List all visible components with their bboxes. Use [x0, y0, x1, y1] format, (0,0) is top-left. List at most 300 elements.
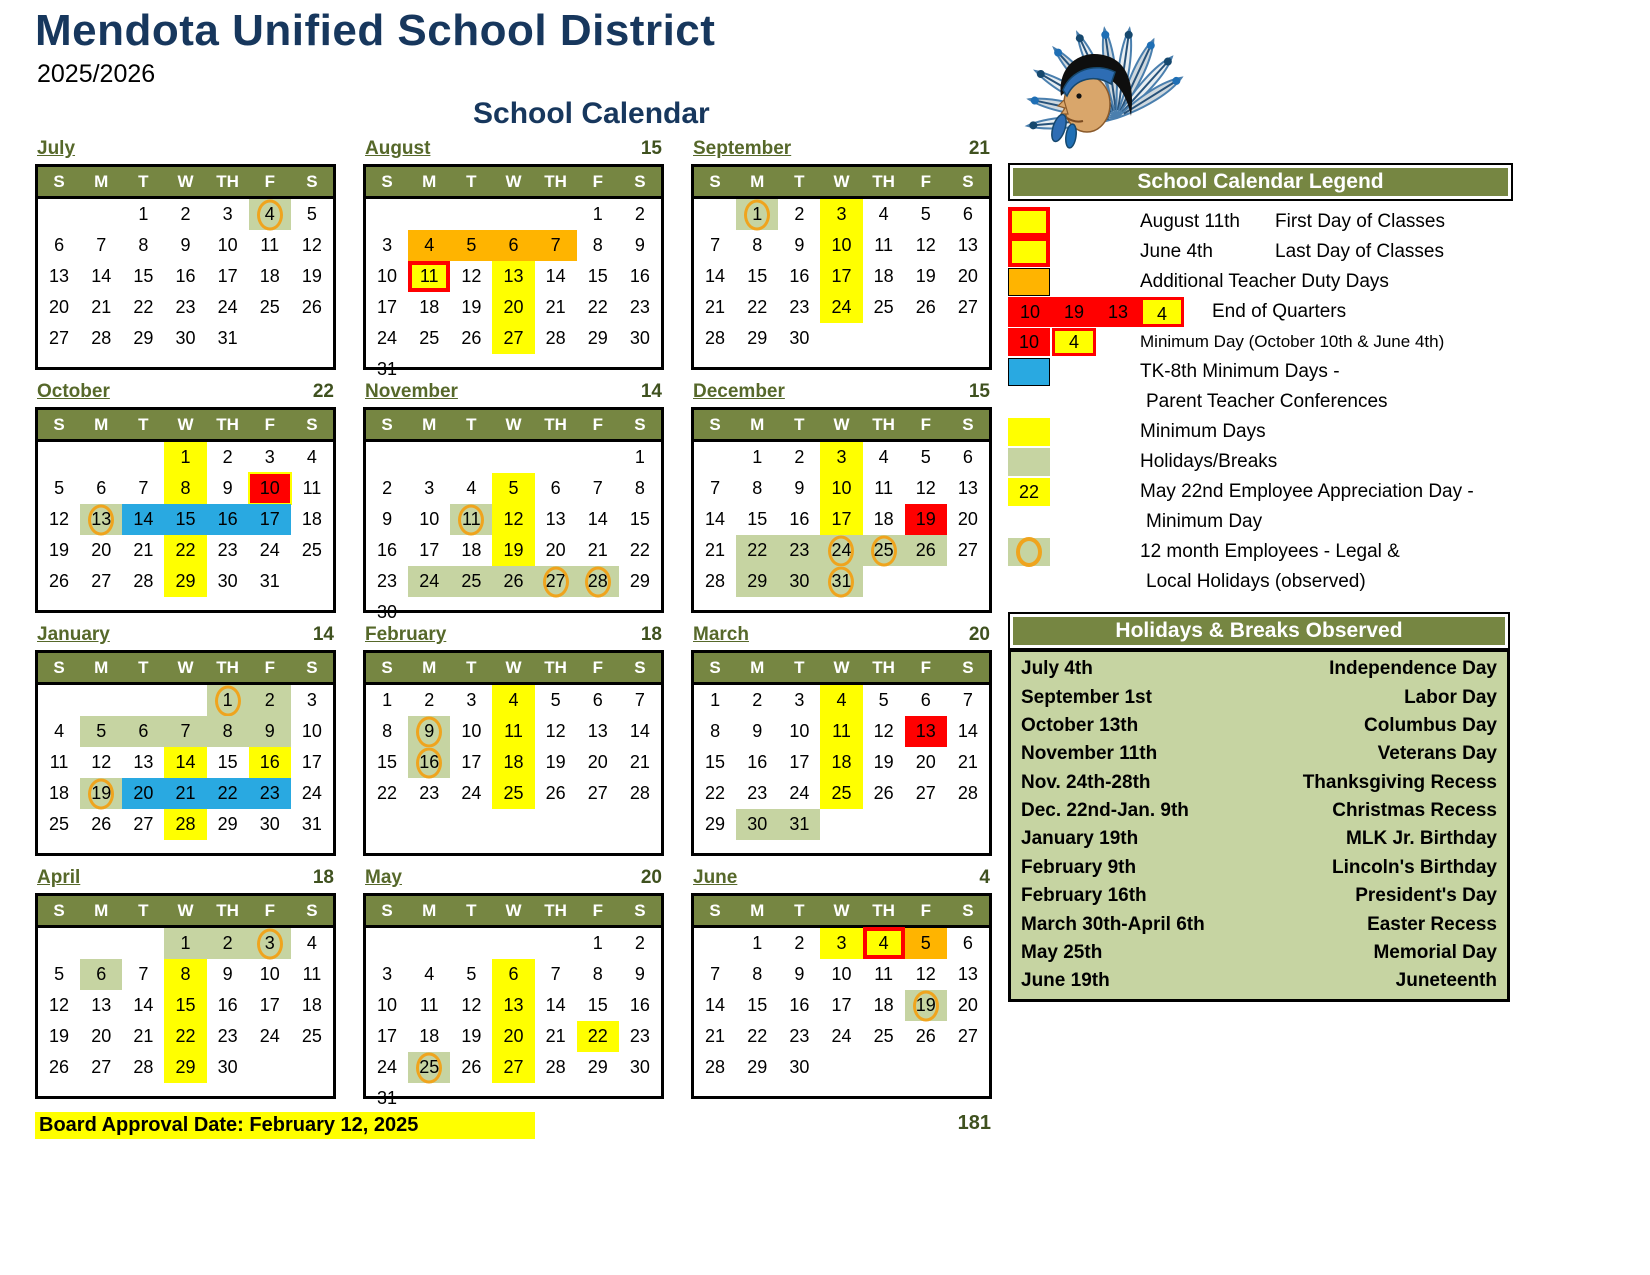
weekday-header-row: [694, 410, 989, 441]
day-cell: 25: [408, 1052, 450, 1083]
week-row: [366, 747, 661, 778]
day-cell: 4: [54, 721, 65, 741]
legend-swatch-wrap: [1008, 568, 1140, 596]
holiday-date: Dec. 22nd-Jan. 9th: [1021, 800, 1189, 822]
day-cell: 12: [545, 721, 566, 741]
day-cell: 20: [587, 752, 608, 772]
weekday-header: S: [619, 653, 661, 684]
holiday-row: [1011, 683, 1507, 711]
day-cell: 28: [705, 328, 726, 348]
day-cell: [408, 1083, 450, 1114]
holiday-date: February 9th: [1021, 856, 1137, 878]
day-cell: 11: [260, 235, 280, 255]
weekday-header: M: [80, 167, 122, 198]
day-cell: 13: [80, 504, 122, 535]
day-cell: 4: [408, 230, 450, 261]
week-row: [694, 323, 989, 354]
day-cell: 25: [820, 778, 862, 809]
day-cell: 29: [629, 571, 650, 591]
day-cell: 28: [577, 566, 619, 597]
day-cell: 13: [545, 509, 566, 529]
day-cell: 17: [377, 1026, 398, 1046]
day-cell: 29: [747, 328, 768, 348]
day-cell: 19: [461, 297, 482, 317]
week-row: [38, 261, 333, 292]
day-cell: 22: [377, 783, 398, 803]
week-row: [38, 504, 333, 535]
day-cell: 8: [710, 721, 721, 741]
weekday-header-row: [694, 167, 989, 198]
day-cell: 18: [259, 266, 280, 286]
day-cell: 20: [957, 995, 978, 1015]
week-row: [694, 535, 989, 566]
weekday-header: T: [450, 167, 492, 198]
month-box: [691, 893, 992, 1099]
day-cell: 5: [80, 716, 122, 747]
month-name: July: [37, 138, 76, 159]
day-cell: [863, 809, 905, 840]
month-table: [38, 896, 333, 1083]
day-cell: 15: [747, 995, 768, 1015]
day-cell: [820, 323, 862, 354]
day-cell: 26: [915, 1026, 936, 1046]
day-cell: 18: [301, 509, 322, 529]
day-cell: 2: [207, 927, 249, 960]
day-cell: [249, 1052, 291, 1083]
day-cell: [366, 198, 408, 231]
day-cell: 30: [259, 814, 280, 834]
day-cell: 9: [222, 478, 233, 498]
weekday-header: W: [492, 896, 534, 927]
day-cell: 2: [180, 204, 191, 224]
day-cell: 31: [217, 328, 238, 348]
day-cell: [122, 441, 164, 474]
day-cell: 28: [705, 571, 726, 591]
weekday-header: W: [164, 167, 206, 198]
holiday-date: January 19th: [1021, 828, 1139, 850]
day-cell: 19: [905, 504, 947, 535]
day-cell: 12: [915, 235, 936, 255]
day-cell: 21: [587, 540, 608, 560]
day-cell: 8: [592, 235, 603, 255]
month-table: [38, 410, 333, 597]
day-cell: [291, 566, 333, 597]
weekday-header-row: [366, 410, 661, 441]
day-cell: 14: [957, 721, 978, 741]
month-box: [35, 650, 336, 856]
month-table: [366, 896, 661, 1114]
day-cell: [535, 354, 577, 385]
day-cell: 5: [54, 478, 65, 498]
day-cell: 27: [957, 540, 978, 560]
day-cell: [80, 684, 122, 717]
day-cell: 6: [492, 230, 534, 261]
day-cell: 16: [747, 752, 768, 772]
day-cell: 22: [747, 1026, 768, 1046]
week-row: [38, 292, 333, 323]
day-cell: [535, 927, 577, 960]
weekday-header: F: [577, 896, 619, 927]
day-cell: 9: [408, 716, 450, 747]
day-cell: 22: [705, 783, 726, 803]
month-box: [363, 164, 664, 379]
day-cell: [291, 323, 333, 354]
weekday-header: S: [38, 653, 80, 684]
month-title: [35, 381, 336, 407]
day-cell: 21: [164, 778, 206, 809]
week-row: [366, 716, 661, 747]
weekday-header: T: [122, 653, 164, 684]
holiday-row: [1011, 882, 1507, 910]
day-cell: 19: [915, 266, 936, 286]
day-cell: 29: [587, 328, 608, 348]
weekday-header: TH: [863, 167, 905, 198]
day-cell: 27: [957, 1026, 978, 1046]
day-cell: 14: [705, 995, 726, 1015]
week-row: [366, 1021, 661, 1052]
day-cell: 21: [133, 1026, 154, 1046]
week-row: [38, 959, 333, 990]
weekday-header-row: [366, 167, 661, 198]
day-cell: 4: [492, 684, 534, 717]
week-row: [694, 230, 989, 261]
day-cell: 13: [587, 721, 608, 741]
day-cell: 19: [80, 778, 122, 809]
day-cell: 25: [492, 778, 534, 809]
employee-appreciation-swatch: 22: [1008, 478, 1050, 506]
day-cell: 16: [789, 509, 810, 529]
weekday-header: M: [736, 653, 778, 684]
day-cell: 7: [535, 230, 577, 261]
legend-text: End of Quarters: [1212, 301, 1347, 322]
day-cell: [408, 354, 450, 385]
day-cell: 6: [592, 690, 603, 710]
week-row: [366, 292, 661, 323]
week-row: [366, 927, 661, 960]
month-day-count: 15: [968, 381, 990, 402]
day-cell: 15: [747, 266, 768, 286]
day-cell: 20: [122, 778, 164, 809]
day-cell: 5: [54, 964, 65, 984]
week-row: [38, 684, 333, 717]
day-cell: 27: [957, 297, 978, 317]
weekday-header: W: [820, 653, 862, 684]
day-cell: 12: [301, 235, 322, 255]
week-row: [694, 990, 989, 1021]
holiday-date: Nov. 24th-28th: [1021, 771, 1151, 793]
legend-swatch-wrap: [1008, 268, 1140, 296]
day-cell: 12: [49, 995, 70, 1015]
day-cell: 6: [920, 690, 931, 710]
day-cell: 22: [164, 535, 206, 566]
week-row: [366, 990, 661, 1021]
circle-ring: [1016, 537, 1042, 567]
day-cell: 15: [587, 995, 608, 1015]
legend-row: [1008, 477, 1513, 507]
day-cell: 14: [705, 266, 726, 286]
holiday-row: [1011, 769, 1507, 797]
week-row: [694, 809, 989, 840]
day-cell: [366, 927, 408, 960]
weekday-header: W: [492, 167, 534, 198]
month-day-count: 21: [968, 138, 990, 159]
day-cell: [863, 1052, 905, 1083]
day-cell: 11: [419, 995, 439, 1015]
month-table: [366, 410, 661, 628]
month-title: [35, 867, 336, 893]
day-cell: 15: [377, 752, 398, 772]
day-cell: 24: [301, 783, 322, 803]
weekday-header: T: [450, 410, 492, 441]
day-cell: 26: [905, 535, 947, 566]
day-cell: 30: [736, 809, 778, 840]
day-cell: [408, 597, 450, 628]
legend-text: Local Holidays (observed): [1146, 571, 1366, 592]
day-cell: 6: [54, 235, 65, 255]
day-cell: 9: [752, 721, 763, 741]
day-cell: 25: [419, 328, 440, 348]
day-cell: 28: [91, 328, 112, 348]
week-row: [38, 747, 333, 778]
weekday-header: F: [249, 653, 291, 684]
weekday-header: M: [408, 167, 450, 198]
legend-header: School Calendar Legend: [1008, 163, 1513, 201]
legend-description: First Day of Classes: [1275, 211, 1445, 232]
day-cell: 6: [96, 478, 107, 498]
day-cell: 7: [550, 964, 561, 984]
holidays-body: [1008, 650, 1510, 1002]
day-cell: 17: [217, 266, 238, 286]
weekday-header: W: [820, 167, 862, 198]
weekday-header: TH: [863, 653, 905, 684]
day-cell: 2: [424, 690, 435, 710]
day-cell: 21: [133, 540, 154, 560]
day-cell: [408, 198, 450, 231]
day-cell: [905, 809, 947, 840]
weekday-header: TH: [535, 653, 577, 684]
day-cell: 30: [789, 1057, 810, 1077]
holiday-row: [1011, 939, 1507, 967]
legal-holiday-swatch: [1008, 538, 1050, 566]
day-cell: 18: [492, 747, 534, 778]
month-box: [35, 893, 336, 1099]
day-cell: 13: [957, 235, 978, 255]
day-cell: 1: [164, 441, 206, 474]
legend-text: Minimum Days: [1140, 421, 1266, 442]
day-cell: [492, 441, 534, 474]
holiday-name: Veterans Day: [1377, 743, 1497, 765]
day-cell: 11: [874, 235, 893, 255]
day-cell: [905, 323, 947, 354]
day-cell: [164, 684, 206, 717]
day-cell: 12: [492, 504, 534, 535]
month-box: [691, 407, 992, 613]
day-cell: 3: [820, 927, 862, 960]
week-row: [694, 198, 989, 231]
holiday-date: July 4th: [1021, 658, 1093, 680]
day-cell: 2: [634, 204, 645, 224]
day-cell: 24: [789, 783, 810, 803]
day-cell: [905, 566, 947, 597]
day-cell: 10: [789, 721, 810, 741]
day-cell: 5: [920, 447, 931, 467]
weekday-header: F: [577, 653, 619, 684]
weekday-header: M: [80, 896, 122, 927]
day-cell: 25: [873, 297, 894, 317]
weekday-header: T: [778, 410, 820, 441]
weekday-header-row: [38, 410, 333, 441]
day-cell: 10: [419, 509, 440, 529]
legend-row: [1008, 237, 1513, 267]
day-cell: 7: [710, 235, 721, 255]
day-cell: 7: [138, 478, 149, 498]
day-cell: 17: [419, 540, 440, 560]
day-cell: 19: [49, 540, 70, 560]
day-cell: 13: [957, 478, 978, 498]
day-cell: 7: [710, 964, 721, 984]
week-row: [38, 323, 333, 354]
day-cell: 4: [306, 447, 317, 467]
weekday-header-row: [366, 896, 661, 927]
week-row: [38, 990, 333, 1021]
day-cell: [38, 441, 80, 474]
day-cell: 30: [175, 328, 196, 348]
weekday-header-row: [694, 653, 989, 684]
day-cell: 22: [164, 1021, 206, 1052]
weekday-header: S: [291, 167, 333, 198]
day-cell: 27: [535, 566, 577, 597]
weekday-header: S: [38, 896, 80, 927]
day-cell: 29: [747, 1057, 768, 1077]
day-cell: 4: [306, 933, 317, 953]
day-cell: 21: [705, 540, 726, 560]
day-cell: 7: [962, 690, 973, 710]
day-cell: 16: [408, 747, 450, 778]
none-swatch: [1008, 508, 1050, 536]
day-cell: 28: [133, 571, 154, 591]
day-cell: 20: [492, 292, 534, 323]
week-row: [694, 441, 989, 474]
green-swatch: [1008, 448, 1050, 476]
day-cell: 18: [49, 783, 70, 803]
day-cell: 22: [577, 1021, 619, 1052]
month-day-count: 20: [968, 624, 990, 645]
day-cell: 10: [820, 473, 862, 504]
holiday-date: November 11th: [1021, 743, 1158, 765]
week-row: [38, 566, 333, 597]
holiday-date: May 25th: [1021, 941, 1103, 963]
day-cell: 14: [164, 747, 206, 778]
week-row: [38, 1021, 333, 1052]
day-cell: 14: [91, 266, 112, 286]
day-cell: 27: [91, 571, 112, 591]
day-cell: [905, 1052, 947, 1083]
legend-row: [1008, 357, 1513, 387]
month-title: [35, 624, 336, 650]
weekday-header: F: [249, 896, 291, 927]
day-cell: 24: [820, 292, 862, 323]
week-row: [694, 292, 989, 323]
holiday-row: [1011, 910, 1507, 938]
weekday-header: M: [408, 653, 450, 684]
month-box: [363, 407, 664, 622]
day-cell: 16: [175, 266, 196, 286]
day-cell: 22: [207, 778, 249, 809]
month-october: [35, 381, 336, 624]
day-cell: [863, 323, 905, 354]
weekday-header: M: [80, 410, 122, 441]
day-cell: 30: [217, 571, 238, 591]
week-row: [38, 927, 333, 960]
day-cell: 17: [820, 504, 862, 535]
day-cell: [694, 441, 736, 474]
month-title: [35, 138, 336, 164]
yellow-swatch: [1008, 418, 1050, 446]
day-cell: 27: [49, 328, 70, 348]
day-cell: 5: [466, 964, 477, 984]
board-approval-banner: Board Approval Date: February 12, 2025: [35, 1112, 535, 1139]
week-row: [694, 684, 989, 717]
yellow-redbox-swatch: [1008, 237, 1050, 267]
day-cell: 12: [915, 964, 936, 984]
month-name: October: [37, 381, 110, 402]
day-cell: 23: [778, 535, 820, 566]
month-box: [363, 893, 664, 1108]
legend-row: [1008, 387, 1513, 417]
day-cell: 31: [820, 566, 862, 597]
day-cell: 2: [794, 447, 805, 467]
day-cell: 16: [207, 504, 249, 535]
month-january: [35, 624, 336, 867]
month-title: [363, 867, 664, 893]
month-april: [35, 867, 336, 1110]
month-name: December: [693, 381, 785, 402]
day-cell: [450, 597, 492, 628]
day-cell: 23: [747, 783, 768, 803]
week-row: [366, 959, 661, 990]
week-row: [366, 684, 661, 717]
day-cell: 31: [377, 1088, 398, 1108]
week-row: [38, 716, 333, 747]
weekday-header: F: [905, 653, 947, 684]
day-cell: 15: [164, 504, 206, 535]
weekday-header-row: [38, 653, 333, 684]
day-cell: 28: [545, 1057, 566, 1077]
month-name: January: [37, 624, 110, 645]
week-row: [38, 230, 333, 261]
legend-swatch-wrap: [1008, 358, 1140, 386]
day-cell: 9: [382, 509, 393, 529]
day-cell: 1: [592, 204, 603, 224]
month-box: [35, 407, 336, 613]
day-cell: 15: [217, 752, 238, 772]
day-cell: 12: [461, 266, 482, 286]
day-cell: 10: [301, 721, 322, 741]
day-cell: 1: [752, 933, 763, 953]
day-cell: [408, 927, 450, 960]
weekday-header: S: [694, 167, 736, 198]
day-cell: 18: [419, 1026, 440, 1046]
legend-text: TK-8th Minimum Days -: [1140, 361, 1340, 382]
week-row: [694, 927, 989, 960]
day-cell: 5: [905, 927, 947, 960]
day-cell: 30: [629, 328, 650, 348]
day-cell: 24: [377, 1057, 398, 1077]
holiday-name: Labor Day: [1404, 686, 1497, 708]
day-cell: 3: [249, 927, 291, 960]
weekday-header: W: [492, 410, 534, 441]
legend-swatch-wrap: [1008, 418, 1140, 446]
